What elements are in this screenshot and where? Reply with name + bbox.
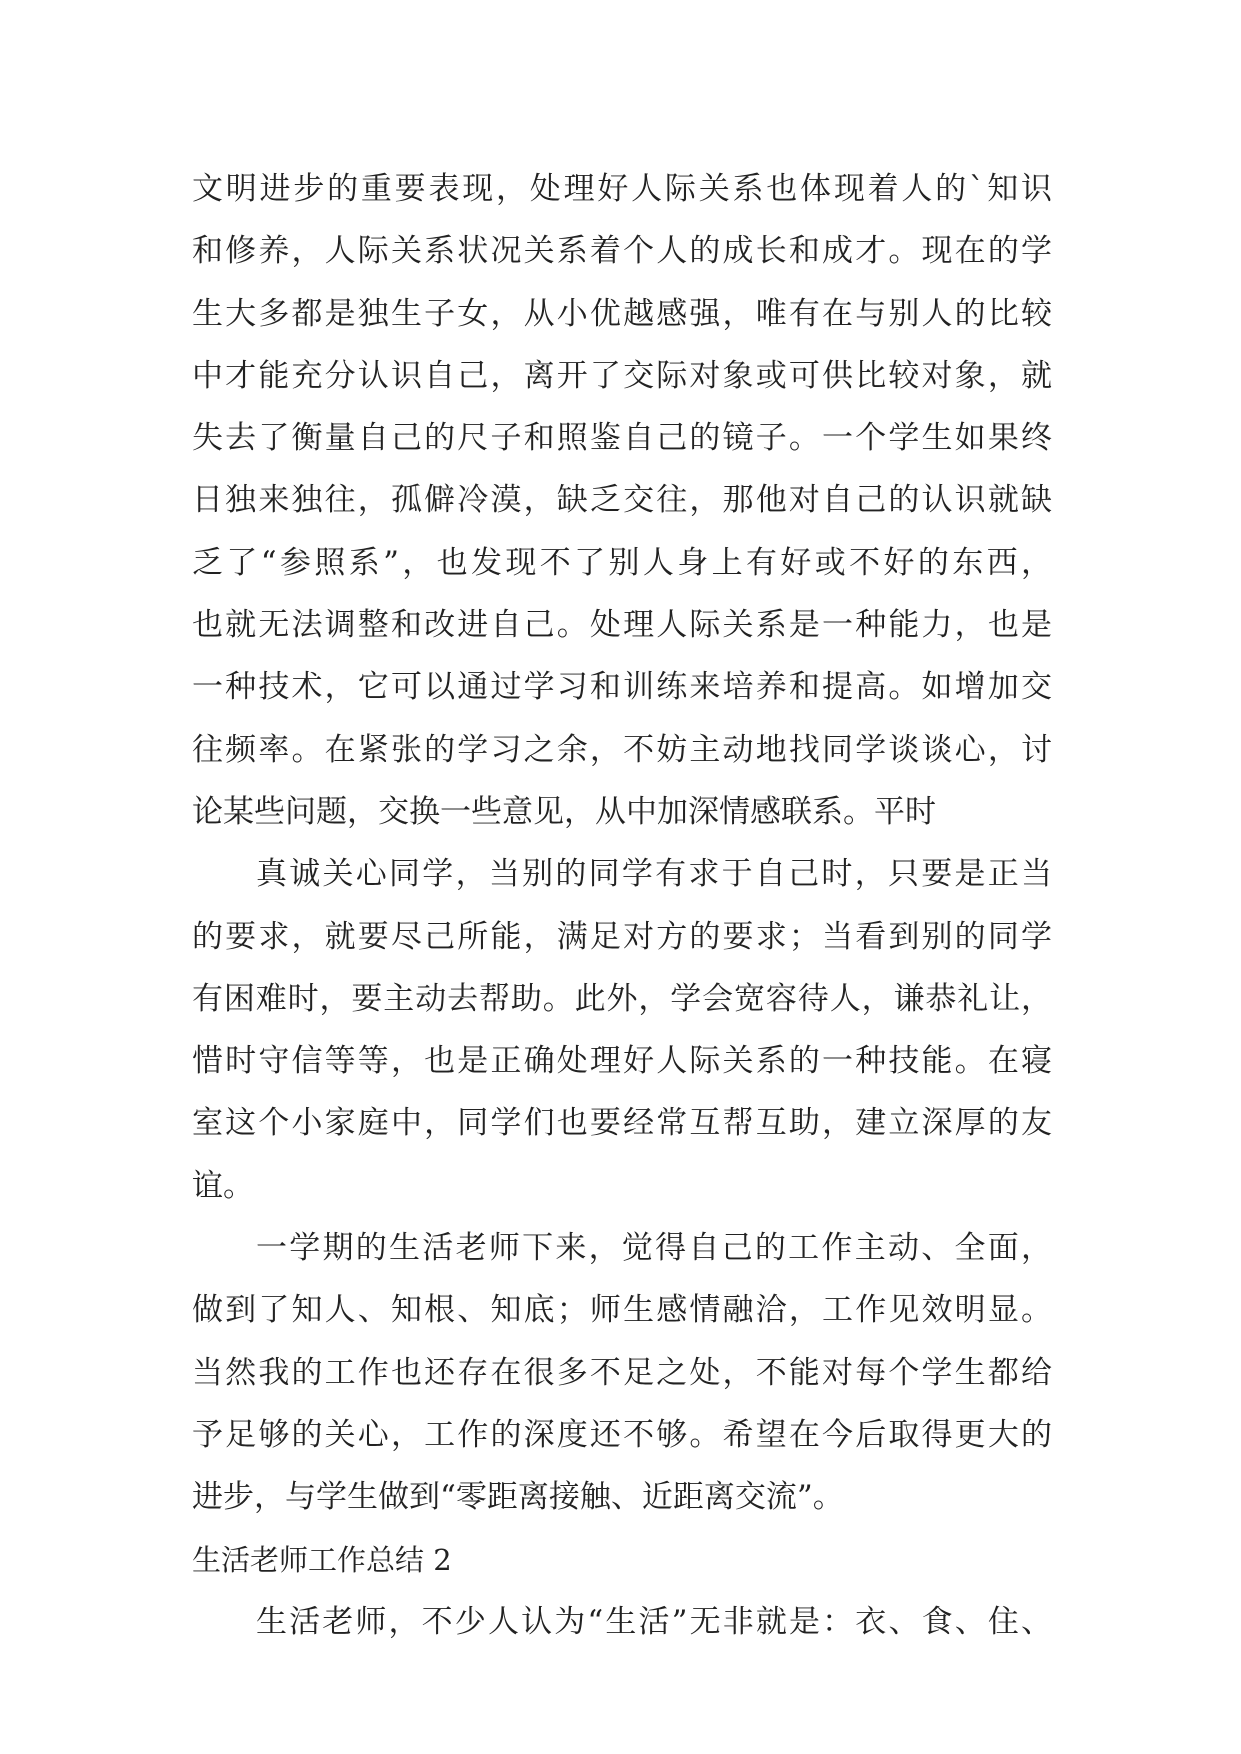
text-line: 做到了知人、知根、知底；师生感情融洽，工作见效明显。 xyxy=(192,1292,1052,1329)
paragraph-1 xyxy=(192,158,1052,843)
text-line: 予足够的关心，工作的深度还不够。希望在今后取得更大的 xyxy=(192,1416,1052,1453)
document-body xyxy=(192,158,1052,1653)
section-heading: 生活老师工作总结 2 xyxy=(192,1542,452,1577)
text-line: 谊。 xyxy=(192,1167,254,1204)
text-line: 有困难时，要主动去帮助。此外，学会宽容待人，谦恭礼让， xyxy=(192,980,1052,1017)
text-line: 生活老师，不少人认为“生活”无非就是：衣、食、住、 xyxy=(256,1603,1052,1640)
text-line: 一种技术，它可以通过学习和训练来培养和提高。如增加交 xyxy=(192,669,1052,706)
text-line: 真诚关心同学，当别的同学有求于自己时，只要是正当 xyxy=(256,856,1052,893)
paragraph-2 xyxy=(192,843,1052,1217)
text-line: 日独来独往，孤僻冷漠，缺乏交往，那他对自己的认识就缺 xyxy=(192,482,1052,519)
text-line: 中才能充分认识自己，离开了交际对象或可供比较对象，就 xyxy=(192,357,1052,394)
text-line: 和修养，人际关系状况关系着个人的成长和成才。现在的学 xyxy=(192,233,1052,270)
text-line: 乏了“参照系”，也发现不了别人身上有好或不好的东西， xyxy=(192,544,1052,581)
text-line: 论某些问题，交换一些意见，从中加深情感联系。平时 xyxy=(192,793,936,830)
text-line: 往频率。在紧张的学习之余，不妨主动地找同学谈谈心，讨 xyxy=(192,731,1052,768)
text-line: 文明进步的重要表现，处理好人际关系也体现着人的`知识 xyxy=(192,171,1052,207)
paragraph-3 xyxy=(192,1217,1052,1528)
text-line: 也就无法调整和改进自己。处理人际关系是一种能力，也是 xyxy=(192,607,1052,644)
text-line: 惜时守信等等，也是正确处理好人际关系的一种技能。在寝 xyxy=(192,1043,1052,1080)
text-line: 失去了衡量自己的尺子和照鉴自己的镜子。一个学生如果终 xyxy=(192,420,1052,457)
text-line: 进步，与学生做到“零距离接触、近距离交流”。 xyxy=(192,1479,844,1516)
paragraph-4 xyxy=(192,1591,1052,1653)
text-line: 室这个小家庭中，同学们也要经常互帮互助，建立深厚的友 xyxy=(192,1105,1052,1142)
text-line: 的要求，就要尽己所能，满足对方的要求；当看到别的同学 xyxy=(192,918,1052,955)
text-line: 一学期的生活老师下来，觉得自己的工作主动、全面， xyxy=(256,1230,1052,1267)
text-line: 当然我的工作也还存在很多不足之处，不能对每个学生都给 xyxy=(192,1354,1052,1391)
text-line: 生大多都是独生子女，从小优越感强，唯有在与别人的比较 xyxy=(192,295,1052,332)
